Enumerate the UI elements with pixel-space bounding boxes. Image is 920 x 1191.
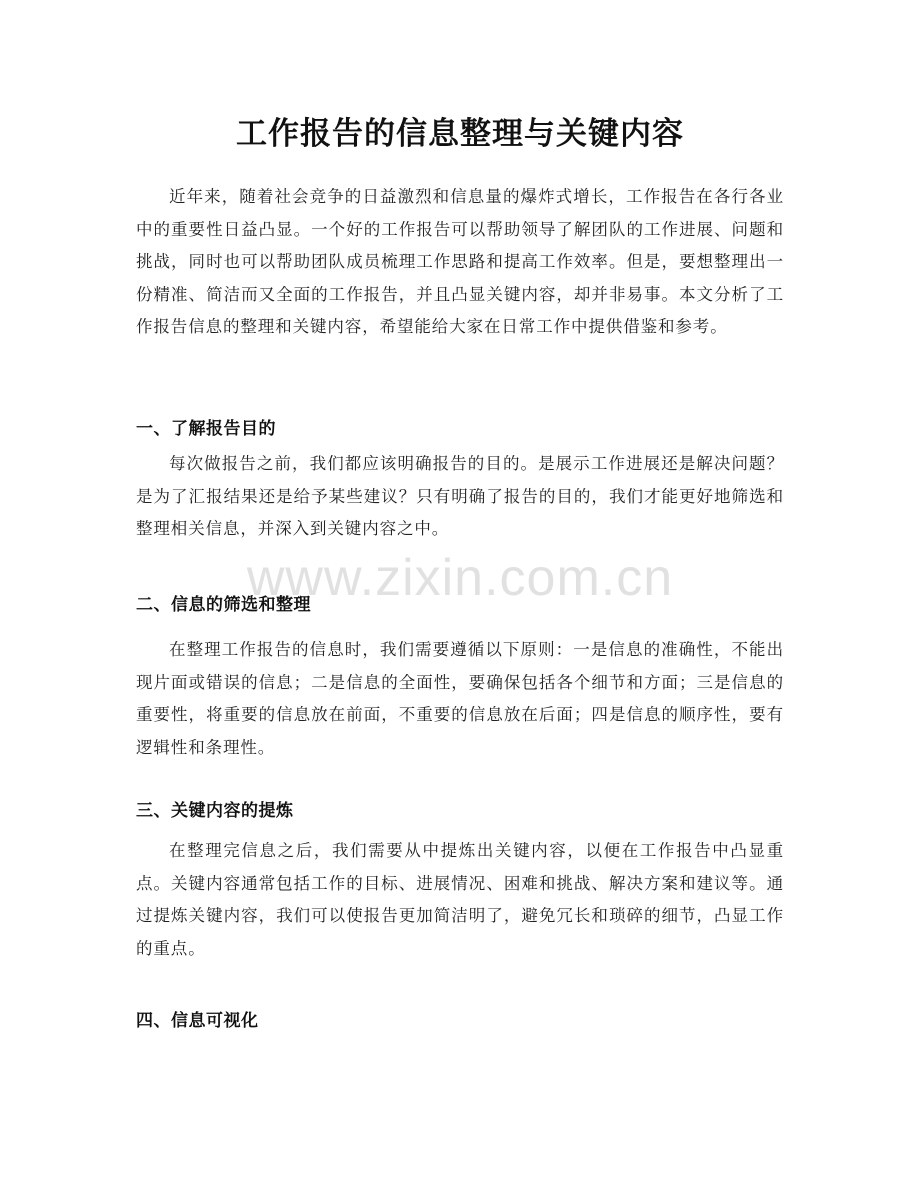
section-4-heading: 四、信息可视化 bbox=[136, 1011, 259, 1031]
section-2-heading: 二、信息的筛选和整理 bbox=[136, 595, 311, 615]
section-3-body: 在整理完信息之后，我们需要从中提炼出关键内容，以便在工作报告中凸显重点。关键内容通常包括工作的目标、进展情况、困难和挑战、解决方案和建议等。通过提炼关键内容，我们可以使报告更加简洁明了，避免冗长和琐碎的细节，凸显工作的重点。 bbox=[136, 841, 784, 958]
section-3-heading: 三、关键内容的提炼 bbox=[136, 801, 294, 821]
section-2-body: 在整理工作报告的信息时，我们需要遵循以下原则：一是信息的准确性，不能出现片面或错误的信息；二是信息的全面性，要确保包括各个细节和方面；三是信息的重要性，将重要的信息放在前面，不重要的信息放在后面；四是信息的顺序性，要有逻辑性和条理性。 bbox=[136, 640, 784, 757]
section-1-body: 每次做报告之前，我们都应该明确报告的目的。是展示工作进展还是解决问题？是为了汇报结果还是给予某些建议？只有明确了报告的目的，我们才能更好地筛选和整理相关信息，并深入到关键内容之中。 bbox=[136, 454, 784, 538]
intro-paragraph: 近年来，随着社会竞争的日益激烈和信息量的爆炸式增长，工作报告在各行各业中的重要性日益凸显。一个好的工作报告可以帮助领导了解团队的工作进展、问题和挑战，同时也可以帮助团队成员梳理工作思路和提高工作效率。但是，要想整理出一份精准、简洁而又全面的工作报告，并且凸显关键内容，却并非易事。本文分析了工作报告信息的整理和关键内容，希望能给大家在日常工作中提供借鉴和参考。 bbox=[136, 187, 784, 336]
watermark-text: www.zixin.com.cn bbox=[246, 549, 674, 607]
document-title: 工作报告的信息整理与关键内容 bbox=[236, 116, 684, 152]
section-1-heading: 一、了解报告目的 bbox=[136, 419, 276, 439]
